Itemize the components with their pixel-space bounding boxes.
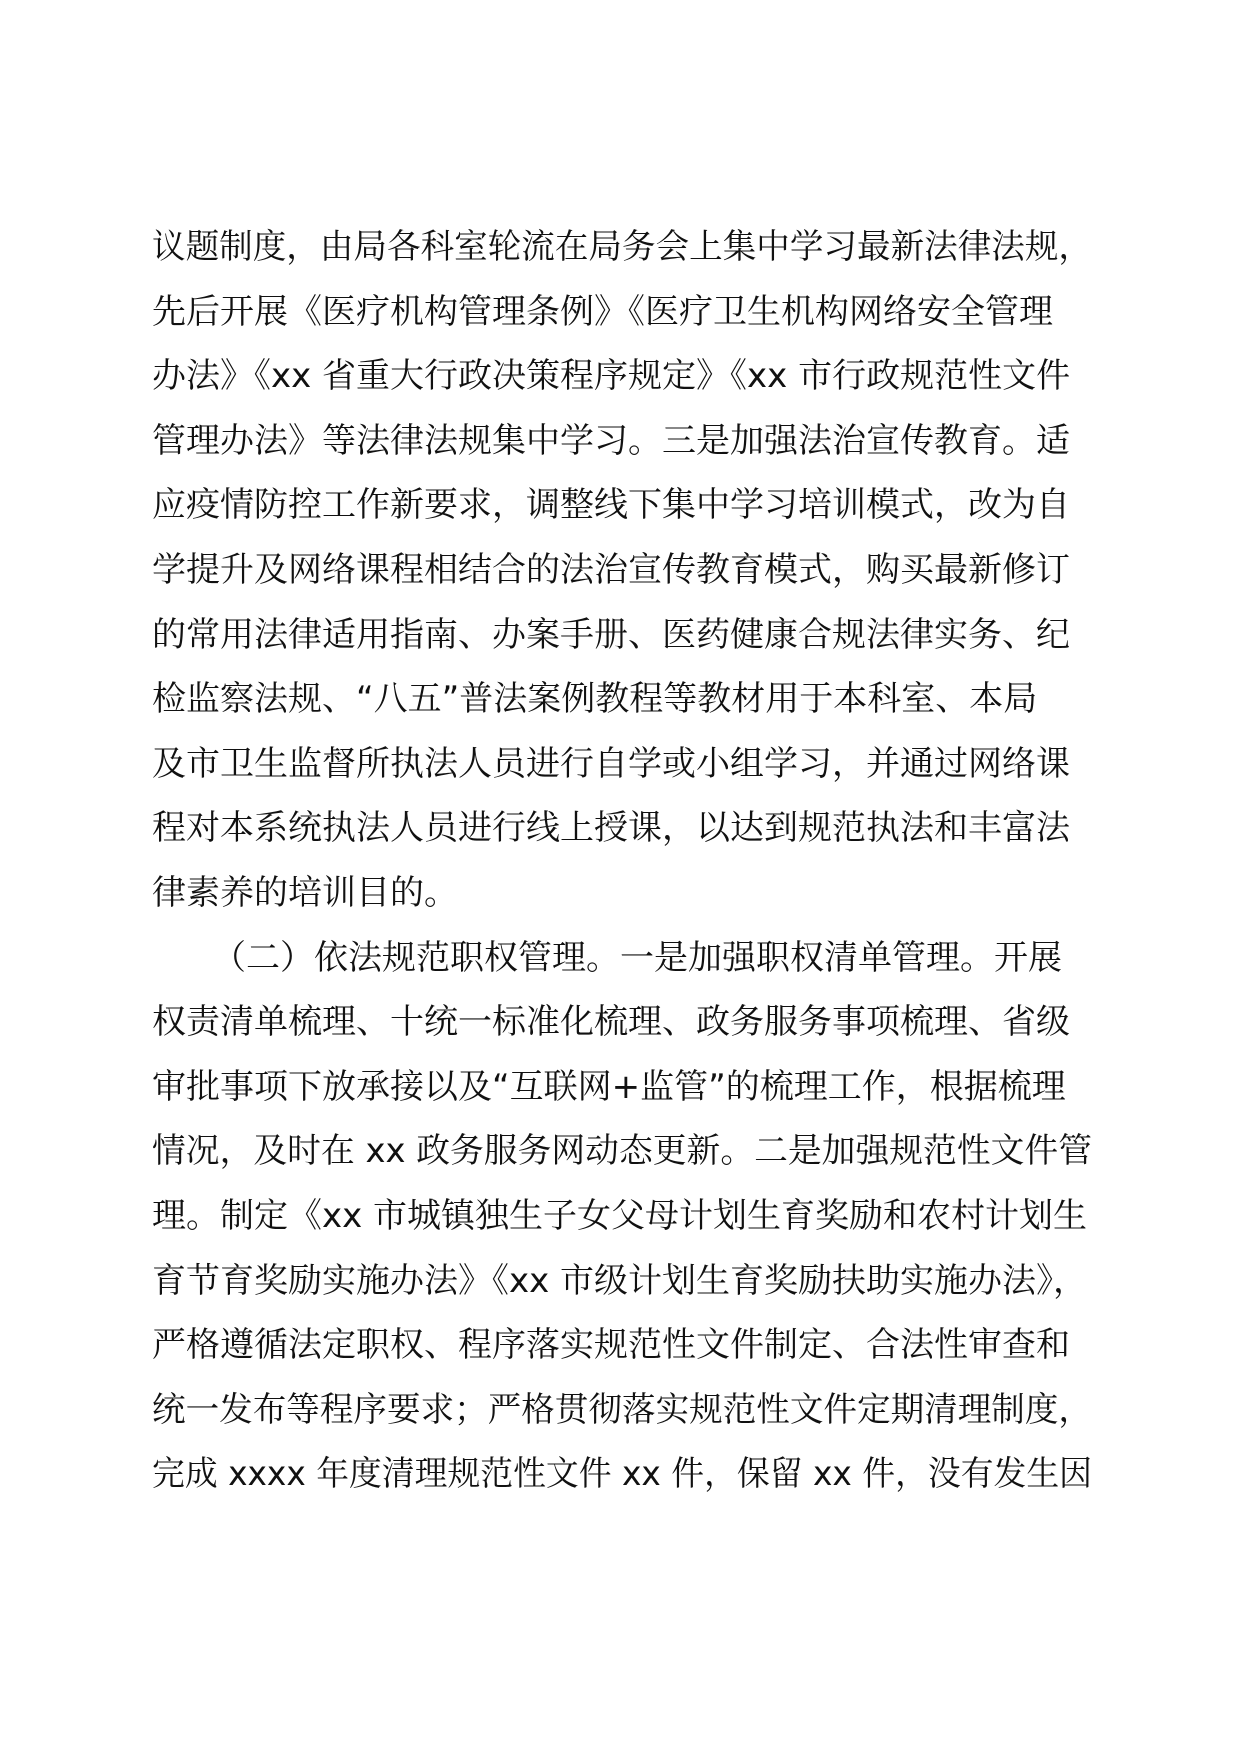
text-line-8: 检监察法规、“八五”普法案例教程等教材用于本科室、本局 bbox=[152, 679, 1038, 720]
text-line-18: 严格遵循法定职权、程序落实规范性文件制定、合法性审查和 bbox=[152, 1325, 1070, 1366]
text-line-5: 应疫情防控工作新要求，调整线下集中学习培训模式，改为自 bbox=[152, 485, 1070, 526]
text-line-3: 办法》《xx 省重大行政决策程序规定》《xx 市行政规范性文件 bbox=[152, 356, 1071, 397]
text-line-2: 先后开展《医疗机构管理条例》《医疗卫生机构网络安全管理 bbox=[152, 291, 1053, 332]
text-line-14: 审批事项下放承接以及“互联网+监管”的梳理工作，根据梳理 bbox=[152, 1066, 1066, 1107]
text-line-13: 权责清单梳理、十统一标准化梳理、政务服务事项梳理、省级 bbox=[152, 1002, 1070, 1043]
text-line-15: 情况，及时在 xx 政务服务网动态更新。二是加强规范性文件管 bbox=[152, 1131, 1092, 1172]
section-heading-line: （二）依法规范职权管理。一是加强职权清单管理。开展 bbox=[212, 937, 1062, 978]
text-line-11: 律素养的培训目的。 bbox=[152, 872, 458, 913]
text-line-1: 议题制度，由局各科室轮流在局务会上集中学习最新法律法规， bbox=[152, 227, 1092, 267]
text-line-9: 及市卫生监督所执法人员进行自学或小组学习，并通过网络课 bbox=[152, 743, 1070, 784]
text-line-17: 育节育奖励实施办法》《xx 市级计划生育奖励扶助实施办法》， bbox=[152, 1260, 1088, 1301]
text-line-16: 理。制定《xx 市城镇独生子女父母计划生育奖励和农村计划生 bbox=[152, 1195, 1088, 1236]
text-line-10: 程对本系统执法人员进行线上授课，以达到规范执法和丰富法 bbox=[152, 808, 1070, 849]
text-line-7: 的常用法律适用指南、办案手册、医药健康合规法律实务、纪 bbox=[152, 614, 1070, 655]
text-line-19: 统一发布等程序要求；严格贯彻落实规范性文件定期清理制度， bbox=[152, 1389, 1092, 1430]
text-line-6: 学提升及网络课程相结合的法治宣传教育模式，购买最新修订 bbox=[152, 549, 1070, 590]
text-line-20: 完成 xxxx 年度清理规范性文件 xx 件，保留 xx 件，没有发生因 bbox=[152, 1454, 1092, 1495]
body-text bbox=[152, 215, 1092, 1507]
text-line-4: 管理办法》等法律法规集中学习。三是加强法治宣传教育。适 bbox=[152, 420, 1070, 461]
